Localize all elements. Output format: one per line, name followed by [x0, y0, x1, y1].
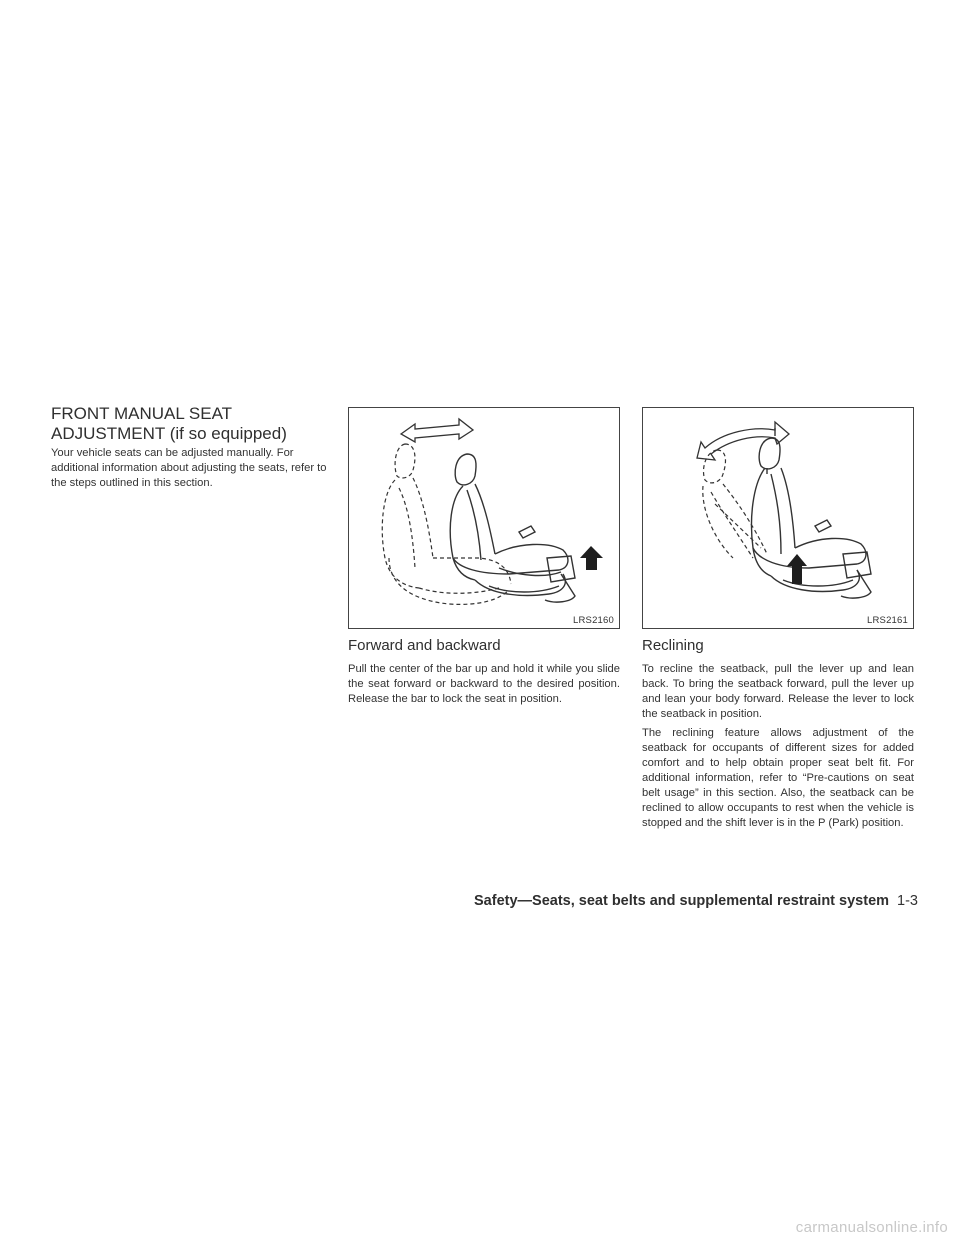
up-arrow-icon [580, 546, 603, 570]
curved-double-arrow-icon [697, 422, 789, 460]
seat-recline-illustration [642, 407, 914, 629]
section-intro: Your vehicle seats can be adjusted manually. For additional information about adjusting the seats, refer to the steps outlined in this section. [51, 447, 327, 489]
figure-code: LRS2160 [572, 615, 614, 626]
seat-slide-illustration [348, 407, 620, 629]
forward-backward-text: Pull the center of the bar up and hold it while you slide the seat forward or backward to the desired position. Release the bar to lock the seat in position. [348, 663, 620, 705]
watermark: carmanualsonline.info [795, 1219, 948, 1236]
section-title [51, 404, 331, 444]
reclining-text-2: The reclining feature allows adjustment of the seatback for occupants of different sizes for added comfort and to help obtain proper seat belt fit. For additional information, refer to “Pre-cautions on seat belt usage” in this section. Also, the seatback can be reclined to allow occupants to rest when the vehicle is stopped and the shift lever is in the P (Park) position. [642, 727, 914, 829]
section-title-line1: FRONT MANUAL SEAT [51, 404, 233, 423]
seat-recline-drawing [643, 408, 913, 628]
seat-slide-drawing [349, 408, 619, 628]
reclining-heading: Reclining [642, 637, 704, 654]
section-title-line2: ADJUSTMENT (if so equipped) [51, 424, 287, 443]
chapter-title: Safety—Seats, seat belts and supplemental restraint system [474, 893, 890, 909]
up-arrow-icon [787, 554, 807, 584]
page-footer [460, 892, 918, 910]
page-number: 1-3 [897, 893, 918, 909]
double-arrow-icon [401, 419, 473, 442]
reclining-text-1: To recline the seatback, pull the lever up and lean back. To bring the seatback forward, pull the lever up and lean your body forward. Release the lever to lock the seatback in position. [642, 663, 914, 720]
figure-code: LRS2161 [866, 615, 908, 626]
forward-backward-heading: Forward and backward [348, 637, 501, 654]
